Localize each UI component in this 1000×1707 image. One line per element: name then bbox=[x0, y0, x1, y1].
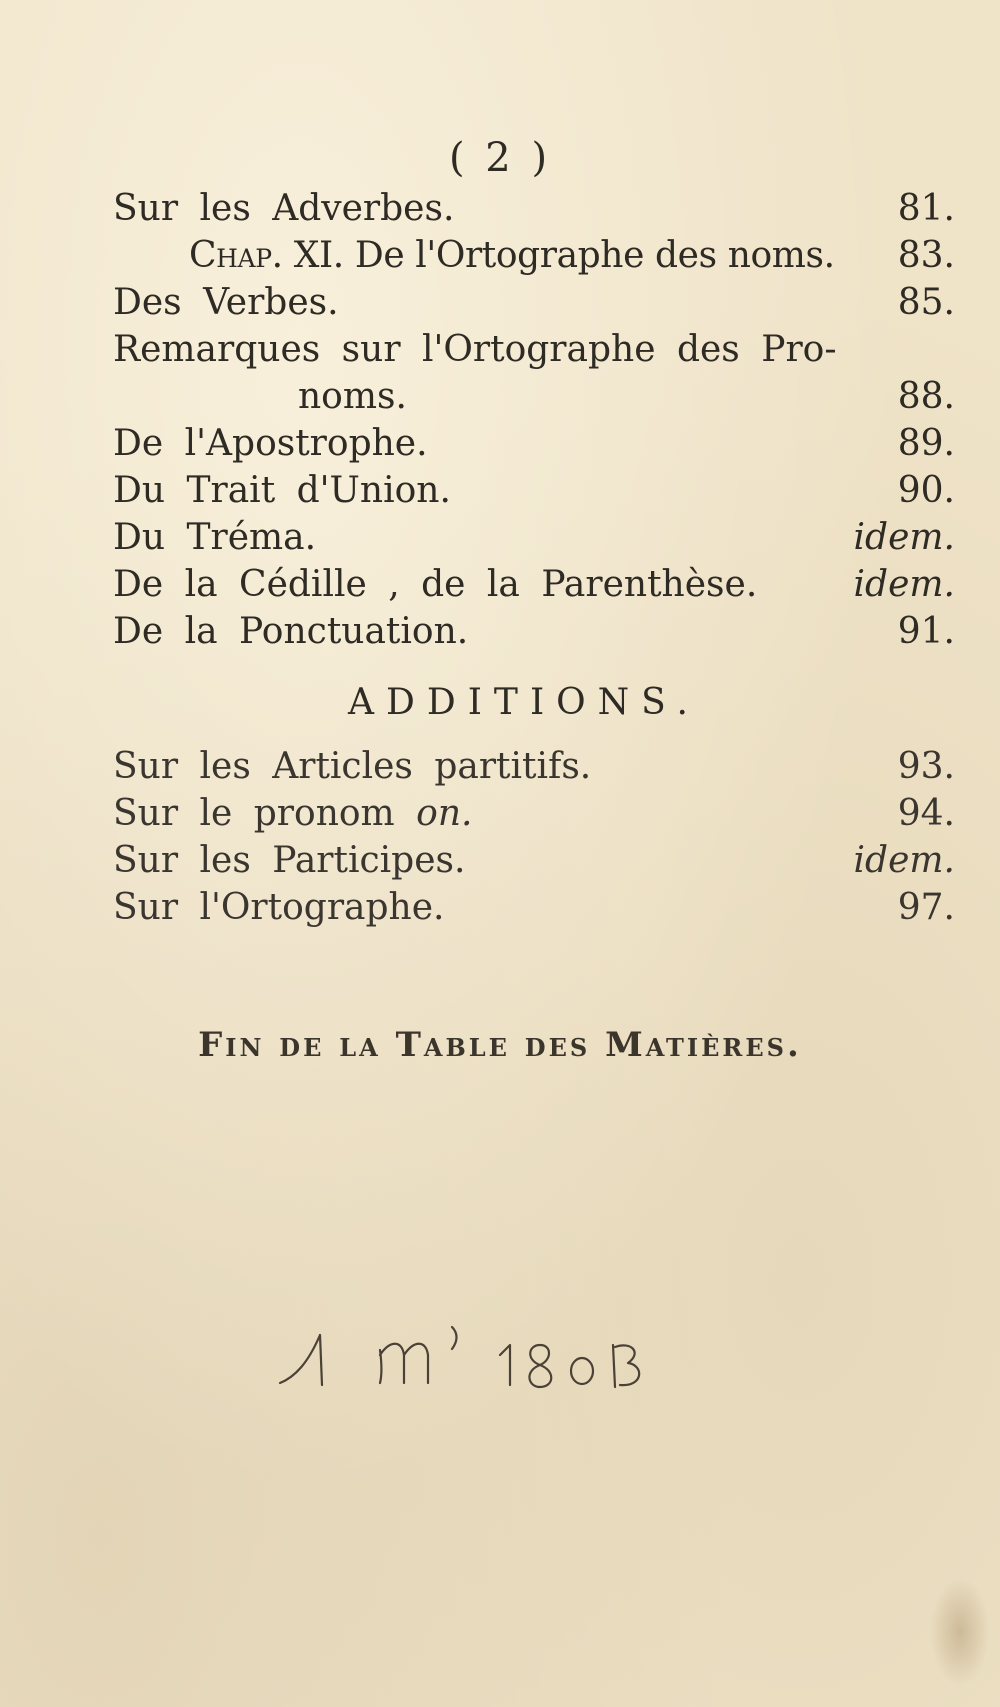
toc-entry-label: Du Trait d'Union. bbox=[113, 470, 451, 511]
toc-entry-label bbox=[113, 232, 898, 279]
toc-entry-text: Sur le pronom bbox=[113, 793, 395, 834]
toc-entry bbox=[113, 561, 955, 608]
toc-entry-page: 83. bbox=[897, 235, 955, 276]
toc-entry-page: 89. bbox=[897, 423, 955, 464]
toc-entry-page: idem. bbox=[853, 840, 955, 881]
additions-list bbox=[113, 743, 955, 931]
toc-entry bbox=[113, 373, 955, 420]
toc-entry bbox=[113, 837, 955, 884]
toc-entry-page: 85. bbox=[897, 282, 955, 323]
additions-heading: ADDITIONS. bbox=[347, 682, 700, 723]
toc-entry bbox=[113, 185, 955, 232]
toc-entry-label bbox=[113, 790, 898, 837]
toc-entry-label: De la Ponctuation. bbox=[113, 611, 469, 652]
toc-entry bbox=[113, 743, 955, 790]
table-of-contents bbox=[113, 185, 955, 931]
toc-entry-label: Sur les Articles partitifs. bbox=[113, 746, 592, 787]
toc-entry bbox=[113, 326, 955, 373]
toc-entry-page: 81. bbox=[897, 188, 955, 229]
toc-entry-label: Sur l'Ortographe. bbox=[113, 887, 445, 928]
toc-entry bbox=[113, 884, 955, 931]
toc-entry-label: De la Cédille , de la Parenthèse. bbox=[113, 564, 758, 605]
toc-entry-page: idem. bbox=[853, 564, 955, 605]
toc-entry bbox=[113, 608, 955, 655]
paper-stain bbox=[930, 1577, 990, 1687]
toc-entry bbox=[113, 467, 955, 514]
toc-entry-page: 90. bbox=[897, 470, 955, 511]
toc-entry-label: Sur les Participes. bbox=[113, 840, 466, 881]
toc-entry-page: 88. bbox=[897, 376, 955, 417]
chapter-prefix: Chap. XI. bbox=[189, 235, 344, 276]
toc-entry-page: 94. bbox=[897, 793, 955, 834]
toc-entry-page: 97. bbox=[897, 887, 955, 928]
toc-entry-label: Remarques sur l'Ortographe des Pro- bbox=[113, 329, 837, 370]
handwritten-note-drawing bbox=[270, 1305, 700, 1395]
toc-entry-label: noms. bbox=[298, 376, 407, 417]
toc-entry bbox=[113, 279, 955, 326]
toc-entry bbox=[113, 514, 955, 561]
toc-entry bbox=[113, 790, 955, 837]
toc-entry-label: De l'Apostrophe. bbox=[113, 423, 428, 464]
toc-entry-page: idem. bbox=[853, 517, 955, 558]
toc-entry-italic-word: on. bbox=[416, 793, 473, 834]
end-of-table-notice: Fin de la Table des Matières. bbox=[198, 1025, 802, 1065]
toc-entry-label: Sur les Adverbes. bbox=[113, 188, 455, 229]
toc-entry-label: Des Verbes. bbox=[113, 282, 339, 323]
chapter-title: De l'Ortographe des noms. bbox=[354, 235, 835, 276]
toc-entry-page: 93. bbox=[897, 746, 955, 787]
toc-entry-label: Du Tréma. bbox=[113, 517, 317, 558]
handwritten-note bbox=[270, 1305, 700, 1395]
toc-entry-page: 91. bbox=[897, 611, 955, 652]
toc-entry bbox=[113, 420, 955, 467]
page-number: ( 2 ) bbox=[448, 135, 552, 181]
toc-entry bbox=[113, 232, 955, 279]
